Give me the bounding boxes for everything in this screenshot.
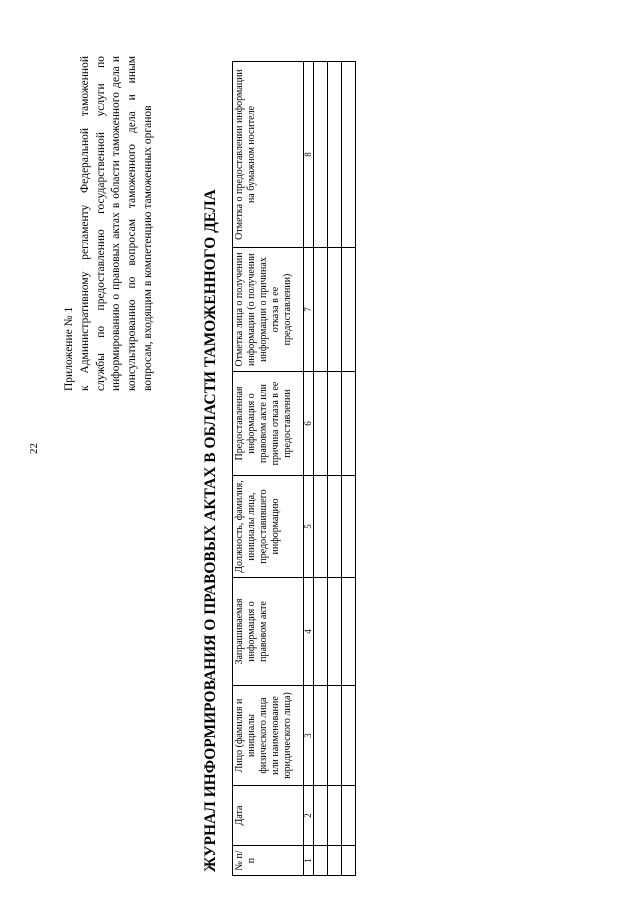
journal-table xyxy=(232,61,356,876)
table-cell xyxy=(342,846,356,876)
column-number: 8 xyxy=(304,62,314,248)
column-number: 7 xyxy=(304,248,314,372)
page-number: 22 xyxy=(28,443,40,454)
table-cell xyxy=(328,62,342,248)
column-number: 3 xyxy=(304,686,314,786)
column-header: Отметка лица о получении информации (о получении информации о причинах отказа в ее предоставлении) xyxy=(233,248,304,372)
table-cell xyxy=(314,786,328,846)
table-cell xyxy=(328,786,342,846)
table-cell xyxy=(314,476,328,578)
table-cell xyxy=(328,578,342,686)
annex-block xyxy=(62,56,157,391)
column-header: Дата xyxy=(233,786,304,846)
table-cell xyxy=(342,686,356,786)
column-number: 5 xyxy=(304,476,314,578)
table-row xyxy=(342,62,356,876)
column-header: Запрашиваемая информация о правовом акте xyxy=(233,578,304,686)
table-cell xyxy=(314,62,328,248)
table-cell xyxy=(314,248,328,372)
table-cell xyxy=(342,248,356,372)
column-number: 6 xyxy=(304,372,314,476)
table-cell xyxy=(328,846,342,876)
annex-body: к Административному регламенту Федеральной таможенной службы по предоставлению государственной услуги по информированию о правовых актах в области таможенного дела и консультированию по вопросам таможенного дела и иным вопросам, входящим в компетенцию таможенных органов xyxy=(78,56,154,391)
column-number: 2 xyxy=(304,786,314,846)
column-number: 4 xyxy=(304,578,314,686)
annex-heading: Приложение № 1 xyxy=(63,306,75,391)
table-cell xyxy=(314,846,328,876)
table-header-row xyxy=(233,62,304,876)
table-cell xyxy=(328,686,342,786)
table-cell xyxy=(314,578,328,686)
column-header: № п/п xyxy=(233,846,304,876)
document-title: ЖУРНАЛ ИНФОРМИРОВАНИЯ О ПРАВОВЫХ АКТАХ В ОБЛАСТИ ТАМОЖЕННОГО ДЕЛА xyxy=(202,189,219,872)
table-cell xyxy=(328,476,342,578)
table-row xyxy=(314,62,328,876)
column-header: Лицо (фамилия и инициалы физического лица или наименование юридического лица) xyxy=(233,686,304,786)
table-cell xyxy=(314,372,328,476)
table-cell xyxy=(342,786,356,846)
table-body xyxy=(314,62,356,876)
column-number-row xyxy=(304,62,314,876)
column-header: Отметка о предоставлении информации на бумажном носителе xyxy=(233,62,304,248)
table-cell xyxy=(342,578,356,686)
column-header: Должность, фамилия, инициалы лица, предоставившего информацию xyxy=(233,476,304,578)
table-cell xyxy=(342,372,356,476)
table-cell xyxy=(314,686,328,786)
table-cell xyxy=(328,248,342,372)
table-cell xyxy=(328,372,342,476)
column-header: Предоставленная информация о правовом акте или причина отказа в ее предоставлении xyxy=(233,372,304,476)
table-cell xyxy=(342,62,356,248)
column-number: 1 xyxy=(304,846,314,876)
table-cell xyxy=(342,476,356,578)
table-row xyxy=(328,62,342,876)
